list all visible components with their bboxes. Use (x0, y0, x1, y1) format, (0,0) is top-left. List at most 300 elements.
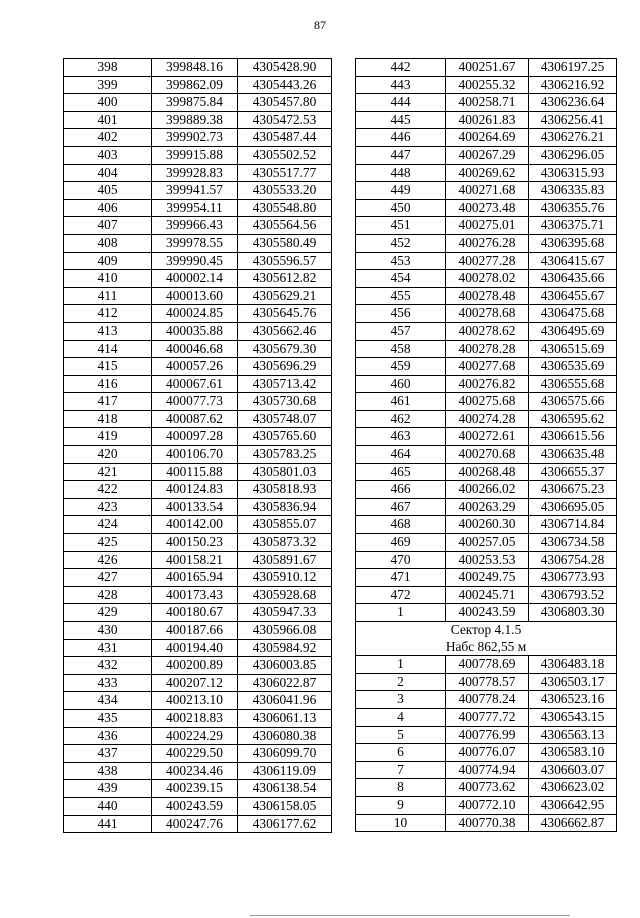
y-coordinate: 4305428.90 (238, 59, 332, 77)
y-coordinate: 4306503.17 (529, 673, 617, 691)
point-number: 470 (356, 551, 446, 569)
x-coordinate: 400770.38 (446, 814, 529, 832)
point-number: 423 (64, 498, 152, 516)
y-coordinate: 4306475.68 (529, 305, 617, 323)
x-coordinate: 400278.28 (446, 340, 529, 358)
point-number: 450 (356, 199, 446, 217)
x-coordinate: 400777.72 (446, 708, 529, 726)
table-row (356, 691, 617, 709)
table-row (356, 340, 617, 358)
point-number: 398 (64, 59, 152, 77)
point-number: 425 (64, 534, 152, 552)
y-coordinate: 4305548.80 (238, 199, 332, 217)
point-number: 461 (356, 393, 446, 411)
x-coordinate: 400258.71 (446, 94, 529, 112)
point-number: 463 (356, 428, 446, 446)
point-number: 403 (64, 146, 152, 164)
x-coordinate: 400046.68 (152, 340, 238, 358)
table-row (356, 604, 617, 622)
table-row (64, 146, 332, 164)
table-row (64, 604, 332, 622)
x-coordinate: 399889.38 (152, 111, 238, 129)
x-coordinate: 399915.88 (152, 146, 238, 164)
point-number: 464 (356, 446, 446, 464)
x-coordinate: 400271.68 (446, 182, 529, 200)
table-row (356, 94, 617, 112)
x-coordinate: 400268.48 (446, 463, 529, 481)
y-coordinate: 4306138.54 (238, 780, 332, 798)
x-coordinate: 400278.48 (446, 287, 529, 305)
point-number: 410 (64, 270, 152, 288)
y-coordinate: 4305873.32 (238, 534, 332, 552)
y-coordinate: 4306022.87 (238, 674, 332, 692)
x-coordinate: 400115.88 (152, 463, 238, 481)
y-coordinate: 4306003.85 (238, 657, 332, 675)
y-coordinate: 4305564.56 (238, 217, 332, 235)
point-number: 418 (64, 410, 152, 428)
table-row (64, 322, 332, 340)
table-row (64, 481, 332, 499)
point-number: 412 (64, 305, 152, 323)
point-number: 5 (356, 726, 446, 744)
y-coordinate: 4306675.23 (529, 481, 617, 499)
y-coordinate: 4306535.69 (529, 358, 617, 376)
point-number: 427 (64, 569, 152, 587)
table-row (64, 94, 332, 112)
y-coordinate: 4305966.08 (238, 622, 332, 640)
table-row (356, 569, 617, 587)
table-row (64, 727, 332, 745)
x-coordinate: 400067.61 (152, 375, 238, 393)
x-coordinate: 400263.29 (446, 498, 529, 516)
point-number: 399 (64, 76, 152, 94)
x-coordinate: 400277.28 (446, 252, 529, 270)
x-coordinate: 399990.45 (152, 252, 238, 270)
x-coordinate: 400173.43 (152, 586, 238, 604)
point-number: 415 (64, 358, 152, 376)
y-coordinate: 4306236.64 (529, 94, 617, 112)
y-coordinate: 4306495.69 (529, 322, 617, 340)
x-coordinate: 400243.59 (152, 797, 238, 815)
point-number: 4 (356, 708, 446, 726)
x-coordinate: 399966.43 (152, 217, 238, 235)
x-coordinate: 400224.29 (152, 727, 238, 745)
y-coordinate: 4306515.69 (529, 340, 617, 358)
x-coordinate: 400772.10 (446, 796, 529, 814)
table-row (64, 428, 332, 446)
y-coordinate: 4305645.76 (238, 305, 332, 323)
x-coordinate: 400272.61 (446, 428, 529, 446)
table-row (64, 358, 332, 376)
point-number: 451 (356, 217, 446, 235)
table-row (64, 551, 332, 569)
y-coordinate: 4305443.26 (238, 76, 332, 94)
table-row (356, 744, 617, 762)
x-coordinate: 400274.28 (446, 410, 529, 428)
x-coordinate: 399875.84 (152, 94, 238, 112)
y-coordinate: 4305748.07 (238, 410, 332, 428)
table-row (356, 428, 617, 446)
point-number: 460 (356, 375, 446, 393)
table-row (356, 252, 617, 270)
point-number: 1 (356, 656, 446, 674)
x-coordinate: 400229.50 (152, 745, 238, 763)
point-number: 433 (64, 674, 152, 692)
section-title-row (356, 622, 617, 639)
table-row (64, 234, 332, 252)
point-number: 406 (64, 199, 152, 217)
point-number: 428 (64, 586, 152, 604)
table-row (64, 657, 332, 675)
x-coordinate: 400278.68 (446, 305, 529, 323)
table-row (64, 182, 332, 200)
table-row (64, 59, 332, 77)
point-number: 9 (356, 796, 446, 814)
x-coordinate: 399941.57 (152, 182, 238, 200)
table-row (64, 410, 332, 428)
point-number: 468 (356, 516, 446, 534)
point-number: 442 (356, 59, 446, 77)
point-number: 434 (64, 692, 152, 710)
y-coordinate: 4306635.48 (529, 446, 617, 464)
table-row (356, 814, 617, 832)
point-number: 447 (356, 146, 446, 164)
table-row (356, 516, 617, 534)
point-number: 439 (64, 780, 152, 798)
point-number: 3 (356, 691, 446, 709)
section-subtitle: Набс 862,55 м (356, 639, 617, 656)
table-row (356, 796, 617, 814)
table-row (64, 745, 332, 763)
x-coordinate: 400218.83 (152, 709, 238, 727)
y-coordinate: 4306754.28 (529, 551, 617, 569)
y-coordinate: 4305855.07 (238, 516, 332, 534)
y-coordinate: 4306335.83 (529, 182, 617, 200)
point-number: 462 (356, 410, 446, 428)
table-row (64, 375, 332, 393)
x-coordinate: 400269.62 (446, 164, 529, 182)
x-coordinate: 400213.10 (152, 692, 238, 710)
x-coordinate: 400077.73 (152, 393, 238, 411)
table-row (64, 569, 332, 587)
x-coordinate: 400243.59 (446, 604, 529, 622)
x-coordinate: 400266.02 (446, 481, 529, 499)
x-coordinate: 400276.82 (446, 375, 529, 393)
x-coordinate: 400002.14 (152, 270, 238, 288)
x-coordinate: 400277.68 (446, 358, 529, 376)
table-row (64, 305, 332, 323)
x-coordinate: 400774.94 (446, 761, 529, 779)
point-number: 7 (356, 761, 446, 779)
x-coordinate: 400187.66 (152, 622, 238, 640)
point-number: 444 (356, 94, 446, 112)
point-number: 424 (64, 516, 152, 534)
y-coordinate: 4306523.16 (529, 691, 617, 709)
x-coordinate: 400180.67 (152, 604, 238, 622)
x-coordinate: 400013.60 (152, 287, 238, 305)
table-row (356, 393, 617, 411)
x-coordinate: 400773.62 (446, 779, 529, 797)
table-row (356, 498, 617, 516)
y-coordinate: 4306662.87 (529, 814, 617, 832)
point-number: 429 (64, 604, 152, 622)
y-coordinate: 4306714.84 (529, 516, 617, 534)
table-row (64, 463, 332, 481)
table-row (356, 217, 617, 235)
point-number: 465 (356, 463, 446, 481)
y-coordinate: 4305533.20 (238, 182, 332, 200)
x-coordinate: 400124.83 (152, 481, 238, 499)
x-coordinate: 400275.68 (446, 393, 529, 411)
y-coordinate: 4306119.09 (238, 762, 332, 780)
table-row (64, 76, 332, 94)
x-coordinate: 400097.28 (152, 428, 238, 446)
y-coordinate: 4305487.44 (238, 129, 332, 147)
table-row (356, 146, 617, 164)
point-number: 455 (356, 287, 446, 305)
point-number: 409 (64, 252, 152, 270)
point-number: 10 (356, 814, 446, 832)
point-number: 417 (64, 393, 152, 411)
point-number: 437 (64, 745, 152, 763)
point-number: 471 (356, 569, 446, 587)
y-coordinate: 4306158.05 (238, 797, 332, 815)
y-coordinate: 4306793.52 (529, 586, 617, 604)
point-number: 472 (356, 586, 446, 604)
point-number: 440 (64, 797, 152, 815)
y-coordinate: 4305713.42 (238, 375, 332, 393)
y-coordinate: 4305662.46 (238, 322, 332, 340)
y-coordinate: 4306435.66 (529, 270, 617, 288)
table-row (356, 446, 617, 464)
point-number: 8 (356, 779, 446, 797)
x-coordinate: 399928.83 (152, 164, 238, 182)
table-row (356, 410, 617, 428)
y-coordinate: 4306695.05 (529, 498, 617, 516)
y-coordinate: 4306642.95 (529, 796, 617, 814)
point-number: 416 (64, 375, 152, 393)
x-coordinate: 400106.70 (152, 446, 238, 464)
y-coordinate: 4306623.02 (529, 779, 617, 797)
y-coordinate: 4306375.71 (529, 217, 617, 235)
y-coordinate: 4306595.62 (529, 410, 617, 428)
point-number: 420 (64, 446, 152, 464)
y-coordinate: 4305928.68 (238, 586, 332, 604)
y-coordinate: 4305596.57 (238, 252, 332, 270)
y-coordinate: 4306563.13 (529, 726, 617, 744)
table-row (64, 287, 332, 305)
table-row (64, 622, 332, 640)
y-coordinate: 4306041.96 (238, 692, 332, 710)
y-coordinate: 4306655.37 (529, 463, 617, 481)
y-coordinate: 4305679.30 (238, 340, 332, 358)
y-coordinate: 4306734.58 (529, 534, 617, 552)
point-number: 431 (64, 639, 152, 657)
x-coordinate: 400239.15 (152, 780, 238, 798)
x-coordinate: 400245.71 (446, 586, 529, 604)
table-row (356, 199, 617, 217)
y-coordinate: 4305910.12 (238, 569, 332, 587)
table-row (64, 797, 332, 815)
x-coordinate: 400035.88 (152, 322, 238, 340)
x-coordinate: 400264.69 (446, 129, 529, 147)
x-coordinate: 400234.46 (152, 762, 238, 780)
section-title: Сектор 4.1.5 (356, 622, 617, 639)
x-coordinate: 400249.75 (446, 569, 529, 587)
x-coordinate: 400260.30 (446, 516, 529, 534)
x-coordinate: 400267.29 (446, 146, 529, 164)
x-coordinate: 400133.54 (152, 498, 238, 516)
x-coordinate: 400158.21 (152, 551, 238, 569)
table-row (356, 534, 617, 552)
point-number: 454 (356, 270, 446, 288)
y-coordinate: 4306355.76 (529, 199, 617, 217)
x-coordinate: 399978.55 (152, 234, 238, 252)
section-subtitle-row (356, 639, 617, 656)
x-coordinate: 400024.85 (152, 305, 238, 323)
point-number: 400 (64, 94, 152, 112)
y-coordinate: 4305891.67 (238, 551, 332, 569)
point-number: 426 (64, 551, 152, 569)
y-coordinate: 4305696.29 (238, 358, 332, 376)
table-row (64, 446, 332, 464)
table-row (64, 692, 332, 710)
y-coordinate: 4306615.56 (529, 428, 617, 446)
table-row (356, 586, 617, 604)
y-coordinate: 4305472.53 (238, 111, 332, 129)
point-number: 404 (64, 164, 152, 182)
table-row (64, 217, 332, 235)
point-number: 453 (356, 252, 446, 270)
table-row (64, 340, 332, 358)
table-row (356, 375, 617, 393)
point-number: 402 (64, 129, 152, 147)
x-coordinate: 399848.16 (152, 59, 238, 77)
y-coordinate: 4306603.07 (529, 761, 617, 779)
x-coordinate: 400142.00 (152, 516, 238, 534)
table-row (64, 164, 332, 182)
point-number: 411 (64, 287, 152, 305)
table-row (356, 726, 617, 744)
y-coordinate: 4305457.80 (238, 94, 332, 112)
point-number: 405 (64, 182, 152, 200)
y-coordinate: 4305765.60 (238, 428, 332, 446)
point-number: 421 (64, 463, 152, 481)
point-number: 401 (64, 111, 152, 129)
point-number: 414 (64, 340, 152, 358)
x-coordinate: 400278.62 (446, 322, 529, 340)
point-number: 443 (356, 76, 446, 94)
y-coordinate: 4306415.67 (529, 252, 617, 270)
point-number: 2 (356, 673, 446, 691)
point-number: 469 (356, 534, 446, 552)
point-number: 413 (64, 322, 152, 340)
table-row (356, 463, 617, 481)
y-coordinate: 4306080.38 (238, 727, 332, 745)
y-coordinate: 4305502.52 (238, 146, 332, 164)
y-coordinate: 4306197.25 (529, 59, 617, 77)
table-row (64, 516, 332, 534)
table-row (64, 709, 332, 727)
x-coordinate: 400257.05 (446, 534, 529, 552)
table-row (64, 129, 332, 147)
x-coordinate: 400778.24 (446, 691, 529, 709)
point-number: 438 (64, 762, 152, 780)
y-coordinate: 4305801.03 (238, 463, 332, 481)
y-coordinate: 4306543.15 (529, 708, 617, 726)
point-number: 446 (356, 129, 446, 147)
table-row (356, 322, 617, 340)
y-coordinate: 4305984.92 (238, 639, 332, 657)
x-coordinate: 400165.94 (152, 569, 238, 587)
table-row (356, 270, 617, 288)
y-coordinate: 4306177.62 (238, 815, 332, 833)
y-coordinate: 4306575.66 (529, 393, 617, 411)
y-coordinate: 4305818.93 (238, 481, 332, 499)
x-coordinate: 400253.53 (446, 551, 529, 569)
y-coordinate: 4306276.21 (529, 129, 617, 147)
table-row (64, 111, 332, 129)
point-number: 458 (356, 340, 446, 358)
point-number: 466 (356, 481, 446, 499)
point-number: 436 (64, 727, 152, 745)
y-coordinate: 4306099.70 (238, 745, 332, 763)
y-coordinate: 4306296.05 (529, 146, 617, 164)
table-row (356, 305, 617, 323)
y-coordinate: 4305836.94 (238, 498, 332, 516)
x-coordinate: 400194.40 (152, 639, 238, 657)
x-coordinate: 400200.89 (152, 657, 238, 675)
x-coordinate: 399862.09 (152, 76, 238, 94)
table-row (64, 199, 332, 217)
y-coordinate: 4305629.21 (238, 287, 332, 305)
x-coordinate: 400273.48 (446, 199, 529, 217)
table-row (356, 673, 617, 691)
table-row (64, 534, 332, 552)
y-coordinate: 4306061.13 (238, 709, 332, 727)
table-row (356, 779, 617, 797)
x-coordinate: 400278.02 (446, 270, 529, 288)
coordinates-table-right (355, 58, 617, 832)
point-number: 449 (356, 182, 446, 200)
table-row (356, 287, 617, 305)
table-row (356, 164, 617, 182)
table-row (64, 762, 332, 780)
point-number: 467 (356, 498, 446, 516)
x-coordinate: 400778.69 (446, 656, 529, 674)
table-row (356, 129, 617, 147)
y-coordinate: 4306583.10 (529, 744, 617, 762)
x-coordinate: 400776.99 (446, 726, 529, 744)
y-coordinate: 4306555.68 (529, 375, 617, 393)
coordinates-table-left (63, 58, 332, 833)
point-number: 6 (356, 744, 446, 762)
x-coordinate: 400776.07 (446, 744, 529, 762)
point-number: 452 (356, 234, 446, 252)
table-row (356, 234, 617, 252)
y-coordinate: 4305517.77 (238, 164, 332, 182)
page-bottom-rule (250, 915, 570, 916)
x-coordinate: 400255.32 (446, 76, 529, 94)
table-row (356, 656, 617, 674)
x-coordinate: 400207.12 (152, 674, 238, 692)
x-coordinate: 400261.83 (446, 111, 529, 129)
table-row (64, 674, 332, 692)
table-row (64, 639, 332, 657)
x-coordinate: 400150.23 (152, 534, 238, 552)
y-coordinate: 4306216.92 (529, 76, 617, 94)
table-row (356, 551, 617, 569)
